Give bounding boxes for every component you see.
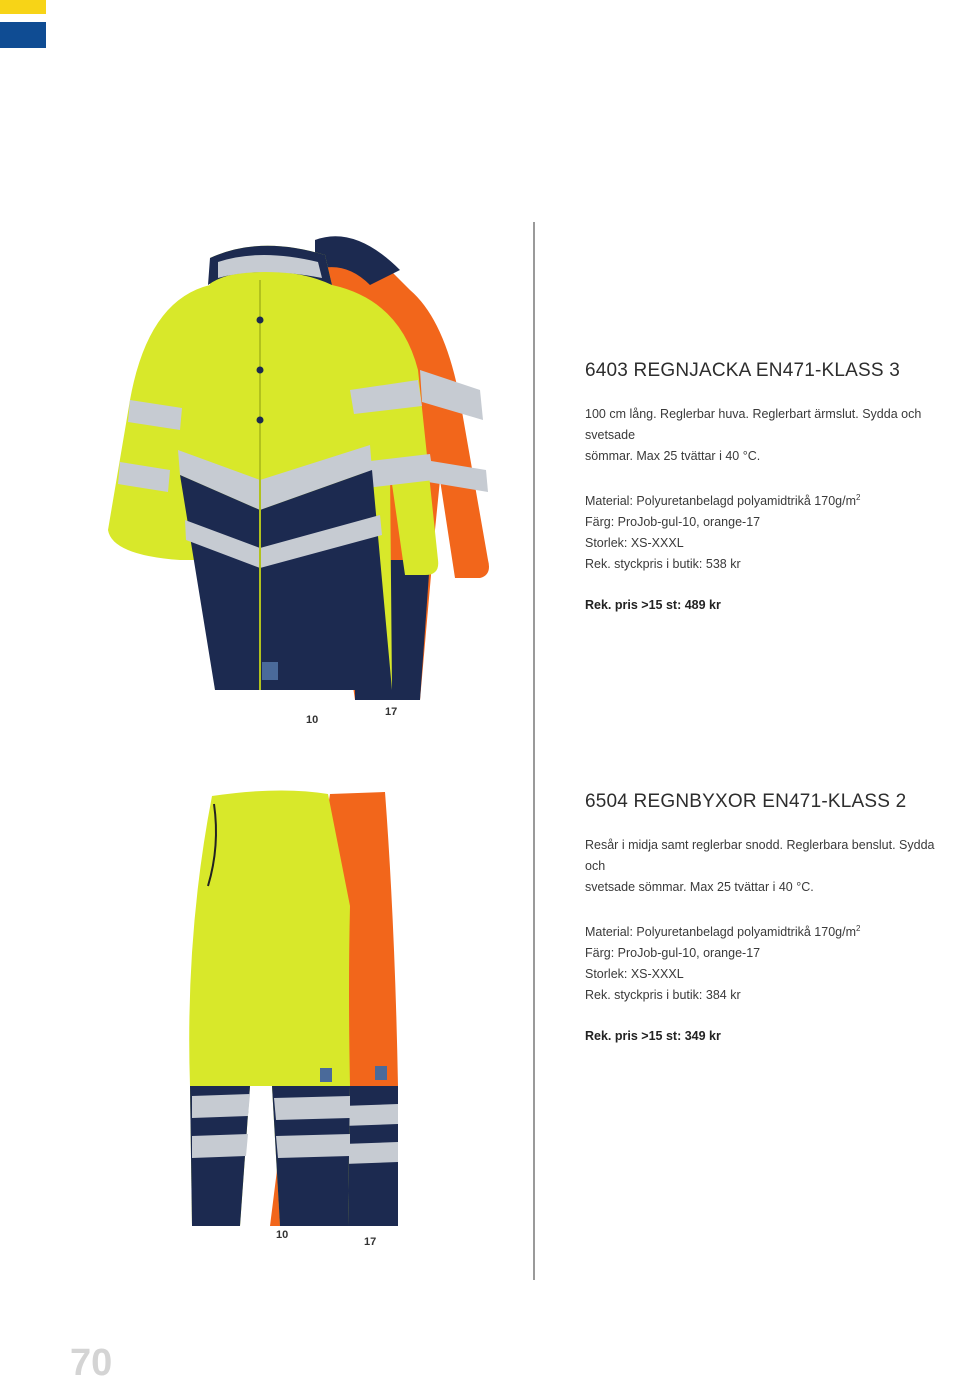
brand-flag-yellow	[0, 0, 46, 14]
jacket-color: Färg: ProJob-gul-10, orange-17	[585, 515, 761, 530]
trousers-size: Storlek: XS-XXXL	[585, 967, 684, 982]
jacket-material-sup: 2	[855, 493, 861, 502]
brand-flag-blue	[0, 22, 46, 48]
jacket-material	[585, 487, 957, 512]
jacket-title: 6403 REGNJACKA EN471-KLASS 3	[585, 360, 901, 381]
jacket-price: Rek. styckpris i butik: 538 kr	[585, 557, 741, 572]
trousers-price: Rek. styckpris i butik: 384 kr	[585, 988, 741, 1003]
trousers-bulk-price: Rek. pris >15 st: 349 kr	[585, 1029, 721, 1044]
trousers-color-code-yellow: 10	[276, 1229, 289, 1241]
column-divider	[533, 222, 535, 1280]
page-number: 70	[70, 1342, 113, 1384]
trousers-title: 6504 REGNBYXOR EN471-KLASS 2	[585, 791, 907, 812]
trousers-color-code-orange: 17	[364, 1236, 377, 1248]
jacket-size: Storlek: XS-XXXL	[585, 536, 684, 551]
jacket-bulk-price: Rek. pris >15 st: 489 kr	[585, 598, 721, 613]
jacket-desc-line1: 100 cm lång. Reglerbar huva. Reglerbart ärmslut. Sydda och svetsade	[585, 407, 922, 442]
trousers-description	[585, 791, 957, 1047]
trousers-image	[180, 786, 410, 1226]
jacket-desc-line2: sömmar. Max 25 tvättar i 40 °C.	[585, 449, 761, 463]
trousers-material-text: Material: Polyuretanbelagd polyamidtrikå 170g/m	[585, 925, 856, 940]
trousers-material-sup: 2	[855, 924, 861, 933]
jacket-image	[100, 230, 500, 690]
yellow-trousers	[189, 790, 350, 1226]
jacket-color-code-yellow: 10	[306, 714, 319, 726]
trousers-color: Färg: ProJob-gul-10, orange-17	[585, 946, 761, 961]
jacket-color-code-orange: 17	[385, 706, 398, 718]
trousers-desc-line2: svetsade sömmar. Max 25 tvättar i 40 °C.	[585, 880, 814, 894]
jacket-description	[585, 360, 957, 616]
jacket-material-text: Material: Polyuretanbelagd polyamidtrikå 170g/m	[585, 494, 856, 509]
trousers-material	[585, 918, 957, 943]
trousers-desc-line1: Resår i midja samt reglerbar snodd. Reglerbara benslut. Sydda och	[585, 838, 935, 873]
